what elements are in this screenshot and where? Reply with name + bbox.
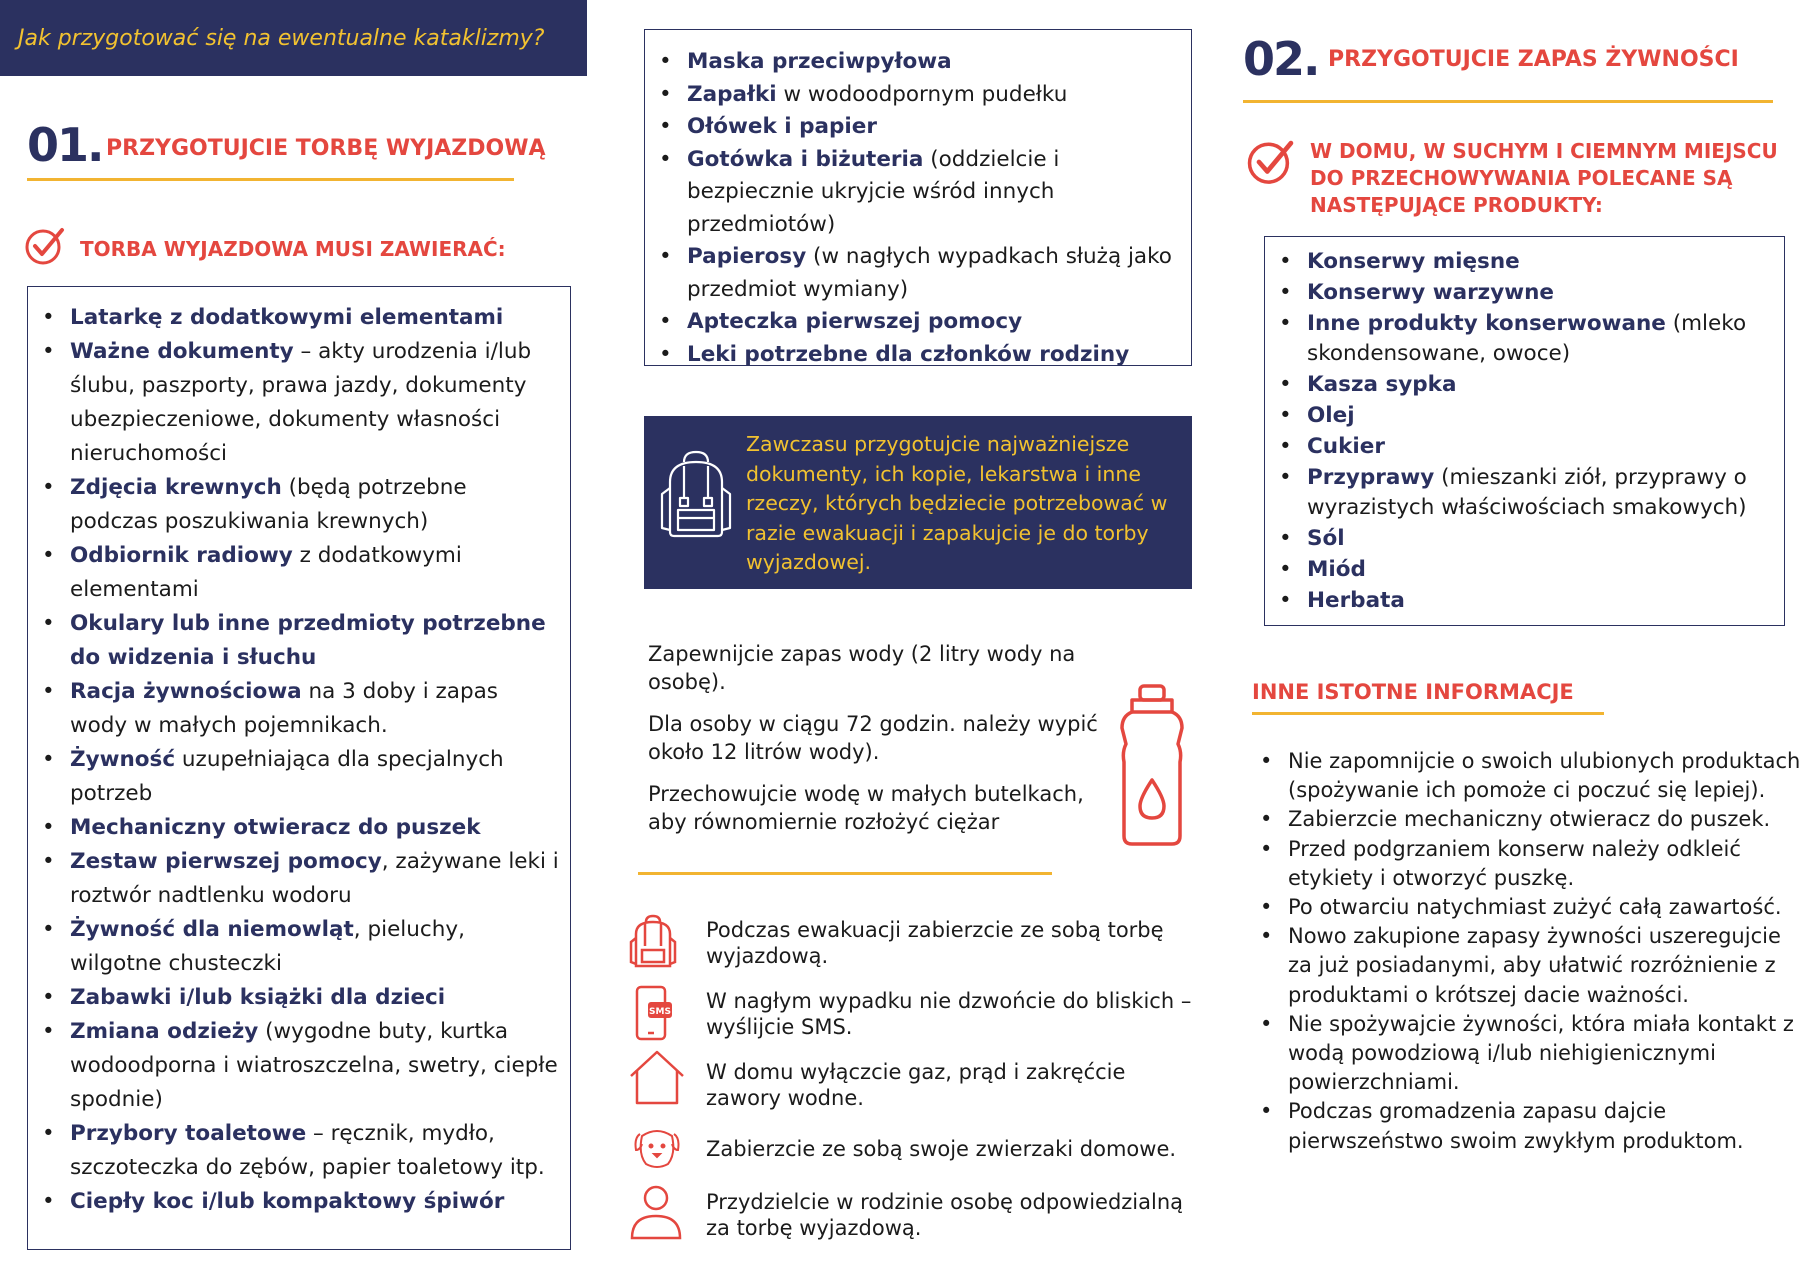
food-item — [1265, 463, 1784, 525]
section-1-title: PRZYGOTUJCIE TORBĘ WYJAZDOWĄ — [106, 136, 546, 161]
house-icon — [628, 1048, 686, 1106]
bag-item — [28, 607, 570, 675]
food-item-detail: (mieszanki ziół, przyprawy o wyrazistych właściwościach smakowych) — [1307, 464, 1747, 521]
info-item: • Przed podgrzaniem konserw należy odkleić etykiety i otworzyć puszkę. — [1246, 835, 1802, 893]
food-item — [1265, 247, 1784, 278]
top-banner — [0, 0, 587, 76]
backpack-icon — [656, 448, 736, 540]
food-item — [1265, 278, 1784, 309]
bag-item-bold: Leki potrzebne dla członków rodziny — [687, 341, 1130, 367]
info-item: • Nowo zakupione zapasy żywności uszeregujcie za już posiadanymi, aby ułatwić rozróżnienie z produktami o krótszej dacie ważności. — [1246, 922, 1802, 1010]
info-item: • Po otwarciu natychmiast zużyć całą zawartość. — [1246, 893, 1802, 922]
food-item-bold: Sól — [1307, 526, 1345, 552]
food-item — [1265, 309, 1784, 371]
tip-1-text: Podczas ewakuacji zabierzcie ze sobą torbę wyjazdową. — [706, 918, 1164, 968]
person-icon — [628, 1184, 684, 1240]
bag-item-bold: Mechaniczny otwieracz do puszek — [70, 815, 481, 840]
check-circle-icon — [1246, 136, 1298, 188]
food-item-bold: Olej — [1307, 402, 1355, 428]
bag-item — [28, 743, 570, 811]
bag-contents-list — [28, 301, 570, 1219]
prepare-documents-box — [644, 416, 1192, 589]
bag-item — [645, 79, 1191, 112]
water-text-3: Przechowujcie wodę w małych butelkach, aby równomiernie rozłożyć ciężar — [648, 782, 1084, 834]
bag-contents-box — [27, 286, 571, 1250]
bag-item-detail: , zażywane leki i roztwór nadtlenku wodoru — [70, 849, 559, 908]
tip-3-text: W domu wyłączcie gaz, prąd i zakręćcie zawory wodne. — [706, 1060, 1126, 1110]
tip-4-text: Zabierzcie ze sobą swoje zwierzaki domowe. — [706, 1137, 1177, 1161]
bag-item-bold: Gotówka i biżuteria — [687, 146, 924, 172]
bag-item-detail: , pieluchy, wilgotne chusteczki — [70, 917, 465, 976]
phone-sms-icon — [634, 984, 674, 1042]
dog-icon — [632, 1124, 682, 1170]
food-supplies-list — [1265, 247, 1784, 617]
food-item-detail: (mleko skondensowane, owoce) — [1307, 310, 1747, 367]
info-item: • Zabierzcie mechaniczny otwieracz do puszek. — [1246, 805, 1802, 834]
check-circle-icon — [24, 224, 68, 268]
info-item: • Nie zapomnijcie o swoich ulubionych produktach (spożywanie ich pomoże ci poczuć się lepiej). — [1246, 747, 1802, 805]
bag-item — [645, 144, 1191, 242]
bag-item-detail: (będą potrzebne podczas poszukiwania krewnych) — [70, 475, 467, 534]
bag-item — [28, 1185, 570, 1219]
food-item-bold: Przyprawy — [1307, 464, 1435, 490]
food-supplies-box — [1264, 236, 1785, 626]
food-item-bold: Inne produkty konserwowane — [1307, 310, 1666, 336]
section-2-subheading: W DOMU, W SUCHYM I CIEMNYM MIEJSCU DO PRZECHOWYWANIA POLECANE SĄ NASTĘPUJĄCE PRODUKTY: — [1310, 139, 1778, 217]
bag-item — [645, 306, 1191, 339]
bag-item — [645, 241, 1191, 306]
bag-item — [645, 46, 1191, 79]
bag-item-bold: Żywność dla niemowląt — [70, 917, 354, 942]
bag-contents-continued-box — [644, 29, 1192, 366]
tip-2-text: W nagłym wypadku nie dzwońcie do bliskich – wyślijcie SMS. — [706, 989, 1192, 1039]
food-item — [1265, 524, 1784, 555]
bag-item-bold: Ważne dokumenty — [70, 339, 294, 364]
food-item-bold: Miód — [1307, 556, 1366, 582]
food-item-bold: Herbata — [1307, 587, 1405, 613]
bag-item-bold: Papierosy — [687, 244, 807, 269]
backpack-icon — [628, 914, 678, 970]
food-item — [1265, 432, 1784, 463]
water-text-2: Dla osoby w ciągu 72 godzin. należy wypić około 12 litrów wody). — [648, 712, 1098, 764]
bag-item — [28, 1117, 570, 1185]
bag-item-detail: – akty urodzenia i/lub ślubu, paszporty, prawa jazdy, dokumenty ubezpieczeniowe, dokumenty własności nieruchomości — [70, 339, 532, 466]
sms-label: SMS — [649, 1007, 671, 1017]
bag-item-bold: Ołówek i papier — [687, 114, 877, 139]
other-info-underline — [1252, 712, 1604, 715]
bag-item — [28, 811, 570, 845]
bag-item — [28, 539, 570, 607]
food-item-bold: Konserwy mięsne — [1307, 249, 1520, 274]
bag-item — [28, 845, 570, 913]
bag-item — [28, 981, 570, 1015]
bag-contents-continued-list — [645, 46, 1191, 371]
water-bottle-icon — [1118, 682, 1186, 848]
food-item-bold: Konserwy warzywne — [1307, 279, 1554, 305]
info-item: • Nie spożywajcie żywności, która miała kontakt z wodą powodziową i/lub niehigienicznymi powierzchniami. — [1246, 1010, 1802, 1098]
bag-item-bold: Racja żywnościowa — [70, 679, 302, 704]
middle-divider — [638, 872, 1052, 875]
other-info-heading: INNE ISTOTNE INFORMACJE — [1252, 680, 1574, 704]
bag-item-bold: Żywność — [70, 747, 176, 772]
water-text-1: Zapewnijcie zapas wody (2 litry wody na osobę). — [648, 642, 1076, 694]
bag-item-bold: Zdjęcia krewnych — [70, 475, 282, 500]
banner-title: Jak przygotować się na ewentualne kataklizmy? — [18, 26, 545, 51]
bag-item-bold: Odbiornik radiowy — [70, 543, 293, 568]
bag-item-detail: (w nagłych wypadkach służą jako przedmiot wymiany) — [687, 244, 1172, 302]
tip-5-text: Przydzielcie w rodzinie osobę odpowiedzialną za torbę wyjazdową. — [706, 1190, 1184, 1240]
bag-item-bold: Zmiana odzieży — [70, 1019, 259, 1044]
bag-item-detail: w wodoodpornym pudełku — [776, 81, 1068, 107]
bag-item-detail: z dodatkowymi elementami — [70, 543, 462, 602]
bag-item-bold: Latarkę z dodatkowymi elementami — [70, 305, 504, 330]
food-item — [1265, 586, 1784, 617]
section-1-underline — [27, 178, 514, 181]
bag-item-bold: Zapałki — [687, 81, 777, 107]
bag-item-detail: (oddzielcie i bezpiecznie ukryjcie wśród innych przedmiotów) — [687, 146, 1060, 237]
food-item — [1265, 401, 1784, 432]
bag-item-bold: Maska przeciwpyłowa — [687, 49, 952, 74]
bag-item — [28, 301, 570, 335]
food-item — [1265, 555, 1784, 586]
food-item-bold: Cukier — [1307, 433, 1385, 459]
section-1-subheading: TORBA WYJAZDOWA MUSI ZAWIERAĆ: — [80, 237, 506, 261]
bag-item-detail: (wygodne buty, kurtka wodoodporna i wiatroszczelna, swetry, ciepłe spodnie) — [70, 1019, 558, 1112]
other-info-list — [1246, 747, 1802, 1156]
water-info — [648, 640, 1108, 836]
info-item: • Podczas gromadzenia zapasu dajcie pierwszeństwo swoim zwykłym produktom. — [1246, 1097, 1802, 1155]
bag-item-bold: Zabawki i/lub książki dla dzieci — [70, 985, 446, 1010]
bag-item-detail: uzupełniająca dla specjalnych potrzeb — [70, 747, 504, 806]
section-1-number: 01. — [27, 118, 103, 172]
bag-item-detail: – ręcznik, mydło, szczoteczka do zębów, papier toaletowy itp. — [70, 1121, 545, 1180]
food-item — [1265, 370, 1784, 401]
bag-item — [28, 913, 570, 981]
section-2-number: 02. — [1243, 32, 1319, 86]
bag-item — [28, 675, 570, 743]
bag-item-bold: Apteczka pierwszej pomocy — [687, 309, 1023, 334]
bag-item-bold: Przybory toaletowe — [70, 1121, 307, 1146]
bag-item — [645, 111, 1191, 144]
prepare-documents-text: Zawczasu przygotujcie najważniejsze dokumenty, ich kopie, lekarstwa i inne rzeczy, których będziecie potrzebować w razie ewakuacji i zapakujcie je do torby wyjazdowej. — [746, 432, 1168, 574]
bag-item-bold: Okulary lub inne przedmioty potrzebne do widzenia i słuchu — [70, 611, 546, 670]
bag-item — [28, 471, 570, 539]
food-item-bold: Kasza sypka — [1307, 372, 1457, 398]
bag-item — [28, 335, 570, 471]
bag-item-bold: Zestaw pierwszej pomocy — [70, 849, 382, 874]
bag-item — [28, 1015, 570, 1117]
bag-item-bold: Ciepły koc i/lub kompaktowy śpiwór — [70, 1189, 505, 1214]
bag-item — [645, 339, 1191, 372]
bag-item-detail: na 3 doby i zapas wody w małych pojemnikach. — [70, 679, 498, 738]
section-2-underline — [1243, 100, 1773, 103]
section-2-title: PRZYGOTUJCIE ZAPAS ŻYWNOŚCI — [1328, 47, 1739, 72]
